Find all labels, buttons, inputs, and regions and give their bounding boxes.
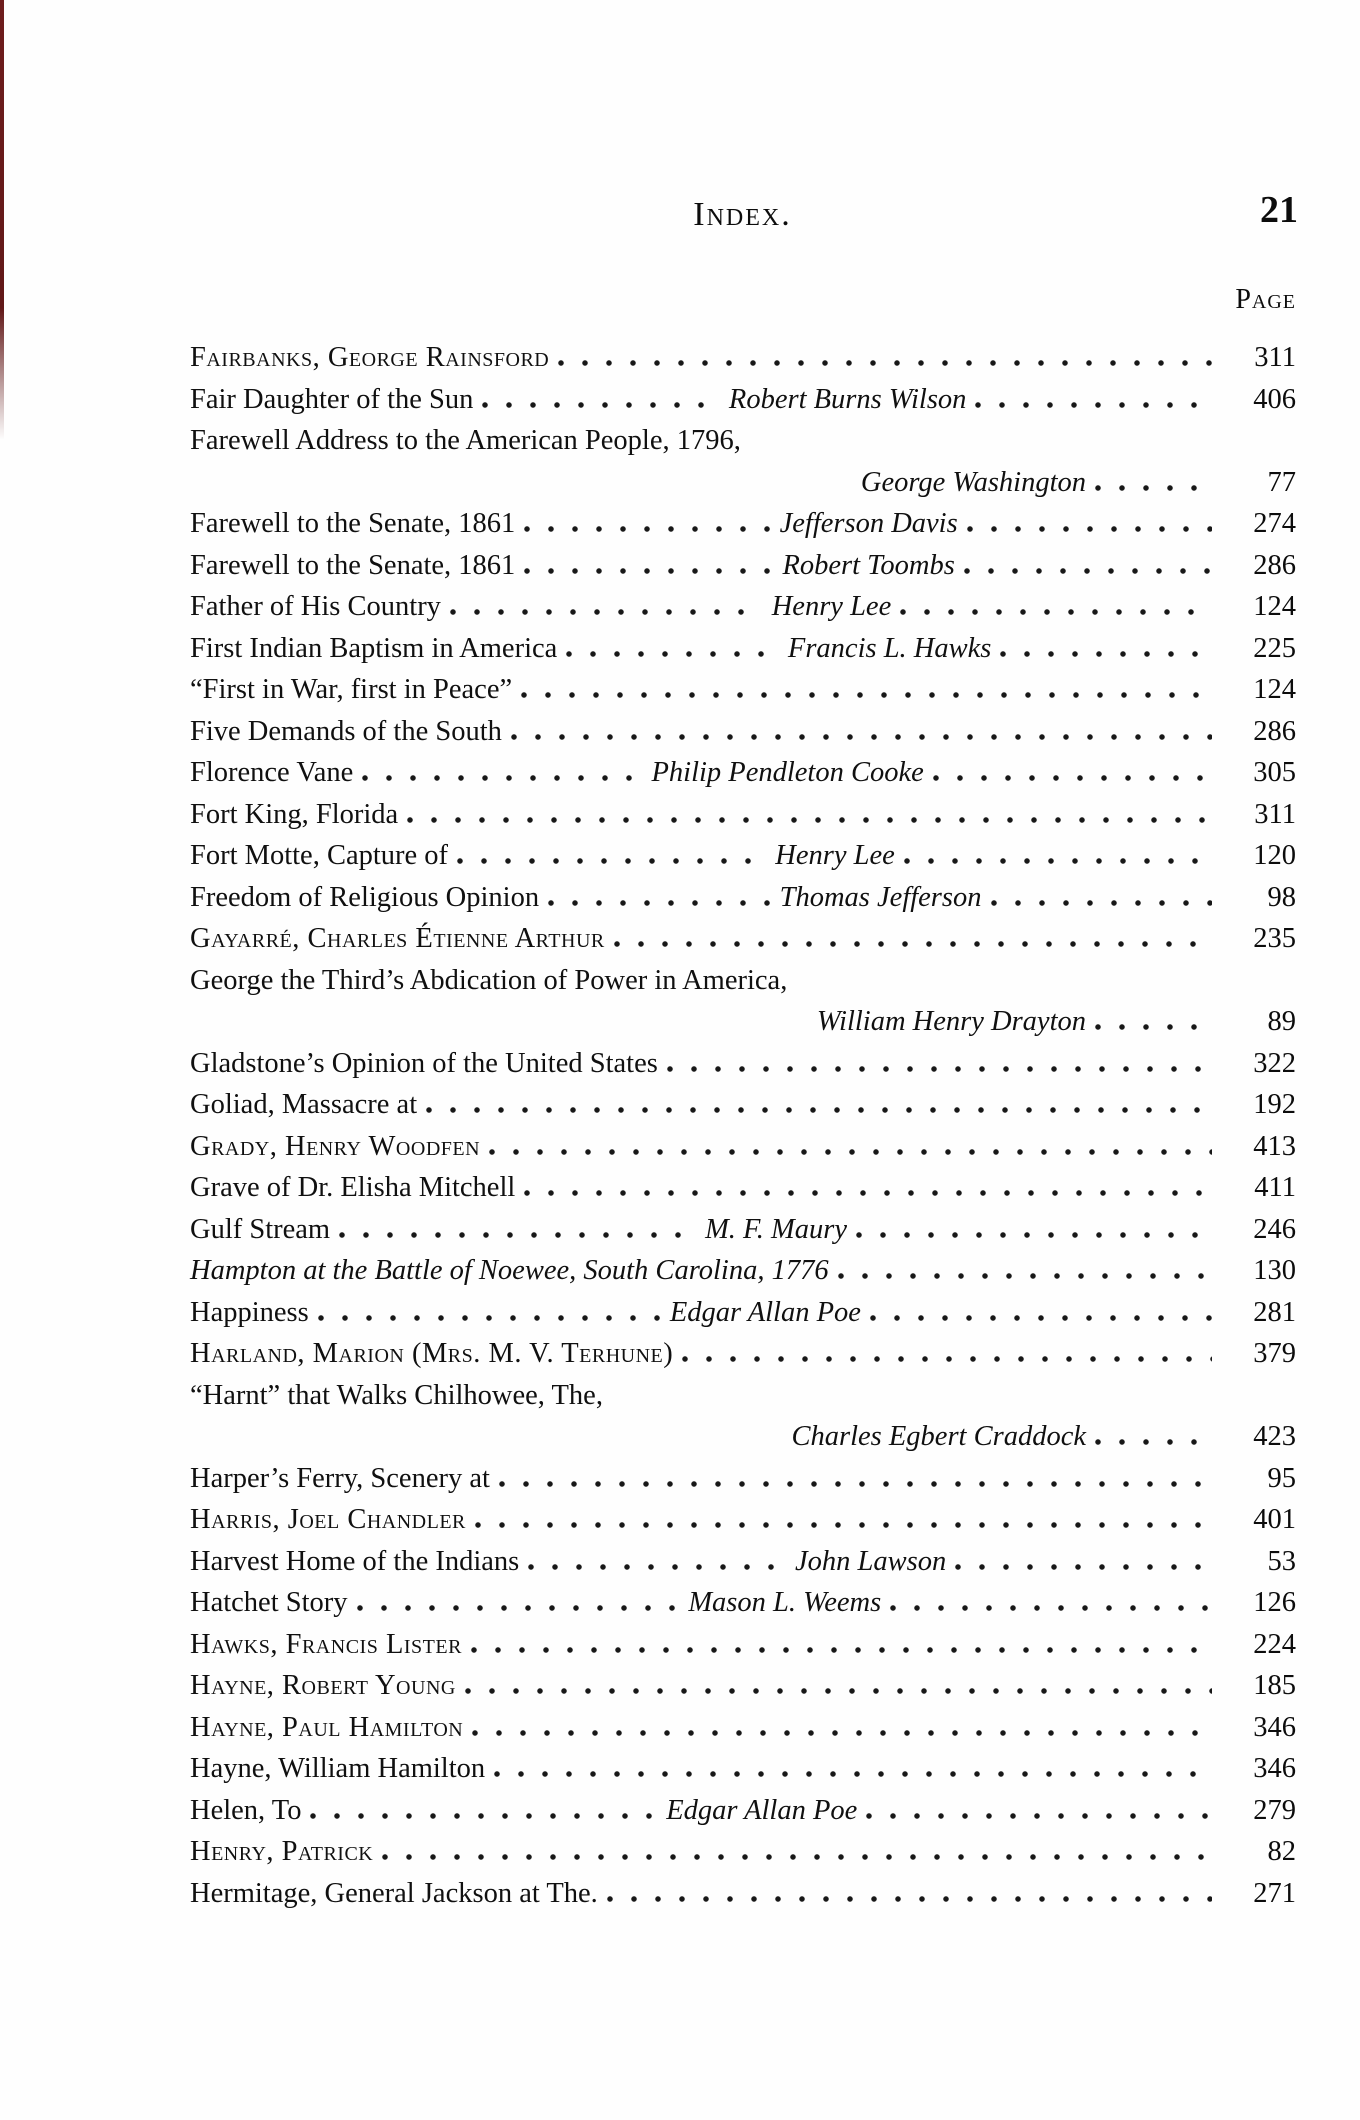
entry-page: 225 [1253,632,1297,664]
entry-label: “First in War, first in Peace” [190,674,513,705]
dot-leader [425,1106,1212,1113]
entry-author: M. F. Maury [705,1213,848,1245]
dot-leader [1094,1438,1212,1445]
entry-author: Edgar Allan Poe [666,1794,858,1826]
entry-author: Robert Burns Wilson [728,383,967,415]
dot-leader [498,1480,1212,1487]
index-row [190,342,1296,384]
dot-leader [974,401,1212,408]
index-row [190,1255,1296,1297]
entry-page: 413 [1253,1130,1296,1162]
dot-leader [464,1687,1212,1694]
index-row [190,1504,1296,1546]
index-row [190,1670,1296,1712]
entry-page: 286 [1253,549,1296,581]
entry-label: Hawks, Francis Lister [190,1628,462,1660]
entry-label: Gladstone’s Opinion of the United States [190,1047,658,1079]
entry-label: Fair Daughter of the Sun [190,383,474,415]
index-row [190,757,1296,799]
entry-page: 311 [1254,342,1296,373]
dot-leader [527,1563,785,1570]
entry-label: Father of His Country [190,591,441,622]
entry-label: Hampton at the Battle of Noewee, South Carolina, 1776 [190,1255,829,1286]
dot-leader [869,1314,1212,1321]
index-row [190,633,1296,675]
entry-page: 346 [1253,1711,1296,1743]
entry-page: 311 [1254,798,1296,830]
entry-label: First Indian Baptism in America [190,632,558,664]
entry-label: Goliad, Massacre at [190,1089,418,1120]
entry-page: 130 [1253,1255,1296,1286]
dot-leader [990,899,1213,906]
entry-page: 126 [1253,1587,1297,1618]
index-row [190,882,1296,924]
entry-author: Thomas Jefferson [779,881,982,913]
index-row [190,1753,1296,1795]
entry-label: Five Demands of the South [190,715,502,747]
dot-leader [865,1812,1212,1819]
entry-label: Gulf Stream [190,1213,331,1245]
dot-leader [837,1272,1212,1279]
dot-leader [523,525,769,532]
index-row [190,1795,1296,1837]
entry-page: 77 [1267,466,1296,498]
entry-label: Harvest Home of the Indians [190,1545,520,1577]
entry-label: “Harnt” that Walks Chilhowee, The, [190,1379,603,1411]
index-row [190,1006,1296,1048]
dot-leader [456,857,765,864]
dot-leader [520,691,1212,698]
index-row [190,1338,1296,1380]
entry-page: 279 [1253,1794,1297,1826]
dot-leader [361,774,641,781]
index-row [190,591,1296,633]
entry-author: Jefferson Davis [779,508,958,539]
entry-page: 406 [1253,383,1296,415]
dot-leader [557,359,1212,366]
page-title: Index. [693,196,792,233]
entry-page: 281 [1253,1296,1296,1328]
dot-leader [954,1563,1212,1570]
entry-label: Fairbanks, George Rainsford [190,342,550,373]
entry-label: Hayne, Robert Young [190,1670,456,1701]
entry-page: 192 [1253,1089,1296,1120]
dot-leader [481,401,719,408]
entry-page: 346 [1253,1753,1296,1784]
dot-leader [449,608,762,615]
index-row [190,1172,1296,1214]
index-row [190,674,1296,716]
index-row [190,1587,1296,1629]
entry-label: Harper’s Ferry, Scenery at [190,1462,490,1494]
entry-page: 322 [1253,1047,1296,1079]
entry-page: 124 [1253,674,1296,705]
entry-label: Harris, Joel Chandler [190,1504,466,1535]
entry-label: George the Third’s Abdication of Power in America, [190,964,788,996]
index-row [190,1131,1296,1173]
dot-leader [493,1770,1212,1777]
index-row [190,1546,1296,1588]
entry-page: 235 [1253,923,1296,954]
entry-page: 224 [1253,1628,1296,1660]
page-number: 21 [1260,189,1298,231]
entry-page: 120 [1253,840,1297,871]
entry-page: 185 [1253,1670,1296,1701]
entry-author: Robert Toombs [782,549,955,581]
index-row [190,1089,1296,1131]
dot-leader [932,774,1212,781]
entry-label: Hayne, Paul Hamilton [190,1711,464,1743]
dot-leader [470,1646,1212,1653]
page-column-header: Page [1235,284,1296,315]
index-row [190,840,1296,882]
index-row [190,467,1296,509]
dot-leader [474,1521,1212,1528]
index-row [190,1836,1296,1878]
index-row [190,384,1296,426]
index-row [190,965,1296,1007]
entry-label: Florence Vane [190,757,354,788]
entry-page: 401 [1253,1504,1296,1535]
dot-leader [666,1065,1212,1072]
entry-author: Charles Egbert Craddock [791,1421,1086,1452]
entry-page: 95 [1267,1462,1296,1494]
index-row [190,1629,1296,1671]
index-row [190,1380,1296,1422]
dot-leader [999,650,1212,657]
entry-label: Farewell to the Senate, 1861 [190,549,516,581]
dot-leader [356,1604,679,1611]
entry-label: Freedom of Religious Opinion [190,881,540,913]
entry-author: Philip Pendleton Cooke [651,757,924,788]
entry-label: Hayne, William Hamilton [190,1753,486,1784]
entry-label: Hermitage, General Jackson at The. [190,1877,598,1909]
entry-page: 286 [1253,715,1296,747]
entry-page: 124 [1253,591,1296,622]
entry-label: Gayarré, Charles Étienne Arthur [190,923,605,954]
entry-label: Farewell to the Senate, 1861 [190,508,516,539]
dot-leader [381,1853,1212,1860]
dot-leader [309,1812,656,1819]
entry-author: George Washington [860,466,1086,498]
entry-page: 98 [1267,881,1297,913]
entry-page: 305 [1253,757,1297,788]
dot-leader [899,608,1212,615]
entry-page: 271 [1253,1877,1296,1909]
entry-author: William Henry Drayton [816,1006,1086,1037]
index-row [190,923,1296,965]
dot-leader [471,1729,1212,1736]
entry-page: 411 [1254,1172,1296,1203]
entry-page: 379 [1253,1338,1296,1369]
dot-leader [855,1231,1212,1238]
entry-label: Henry, Patrick [190,1836,374,1867]
dot-leader [565,650,778,657]
entry-label: Fort Motte, Capture of [190,840,449,871]
dot-leader [963,567,1212,574]
dot-leader [338,1231,695,1238]
index-row [190,1712,1296,1754]
index-row [190,799,1296,841]
index-row [190,425,1296,467]
entry-author: Edgar Allan Poe [669,1296,861,1328]
entry-page: 246 [1253,1213,1296,1245]
entry-author: John Lawson [795,1545,947,1577]
dot-leader [1094,1023,1212,1030]
dot-leader [966,525,1212,532]
index-list [190,342,1296,1919]
index-row [190,1878,1296,1920]
entry-label: Grady, Henry Woodfen [190,1130,481,1162]
entry-page: 89 [1267,1006,1296,1037]
dot-leader [606,1895,1212,1902]
dot-leader [510,733,1212,740]
dot-leader [523,567,772,574]
entry-page: 53 [1267,1545,1297,1577]
entry-author: Henry Lee [771,591,892,622]
entry-label: Fort King, Florida [190,798,399,830]
index-row [190,550,1296,592]
entry-author: Mason L. Weems [688,1587,882,1618]
dot-leader [613,940,1212,947]
dot-leader [889,1604,1212,1611]
entry-label: Harland, Marion (Mrs. M. V. Terhune) [190,1338,674,1369]
entry-label: Helen, To [190,1794,302,1826]
dot-leader [1094,484,1212,491]
entry-page: 82 [1267,1836,1296,1867]
dot-leader [547,899,770,906]
dot-leader [488,1148,1212,1155]
index-row [190,716,1296,758]
index-row [190,1214,1296,1256]
scan-edge-artifact [0,0,4,440]
dot-leader [903,857,1212,864]
index-row [190,1048,1296,1090]
entry-label: Farewell Address to the American People, 1796, [190,425,741,456]
dot-leader [523,1189,1212,1196]
entry-author: Francis L. Hawks [787,632,992,664]
entry-label: Hatchet Story [190,1587,348,1618]
index-row [190,1421,1296,1463]
index-row [190,1297,1296,1339]
index-row [190,1463,1296,1505]
entry-author: Henry Lee [775,840,895,871]
entry-page: 274 [1253,508,1297,539]
dot-leader [681,1355,1212,1362]
dot-leader [317,1314,660,1321]
entry-label: Happiness [190,1296,309,1328]
entry-label: Grave of Dr. Elisha Mitchell [190,1172,516,1203]
entry-page: 423 [1253,1421,1296,1452]
dot-leader [406,816,1212,823]
index-row [190,508,1296,550]
